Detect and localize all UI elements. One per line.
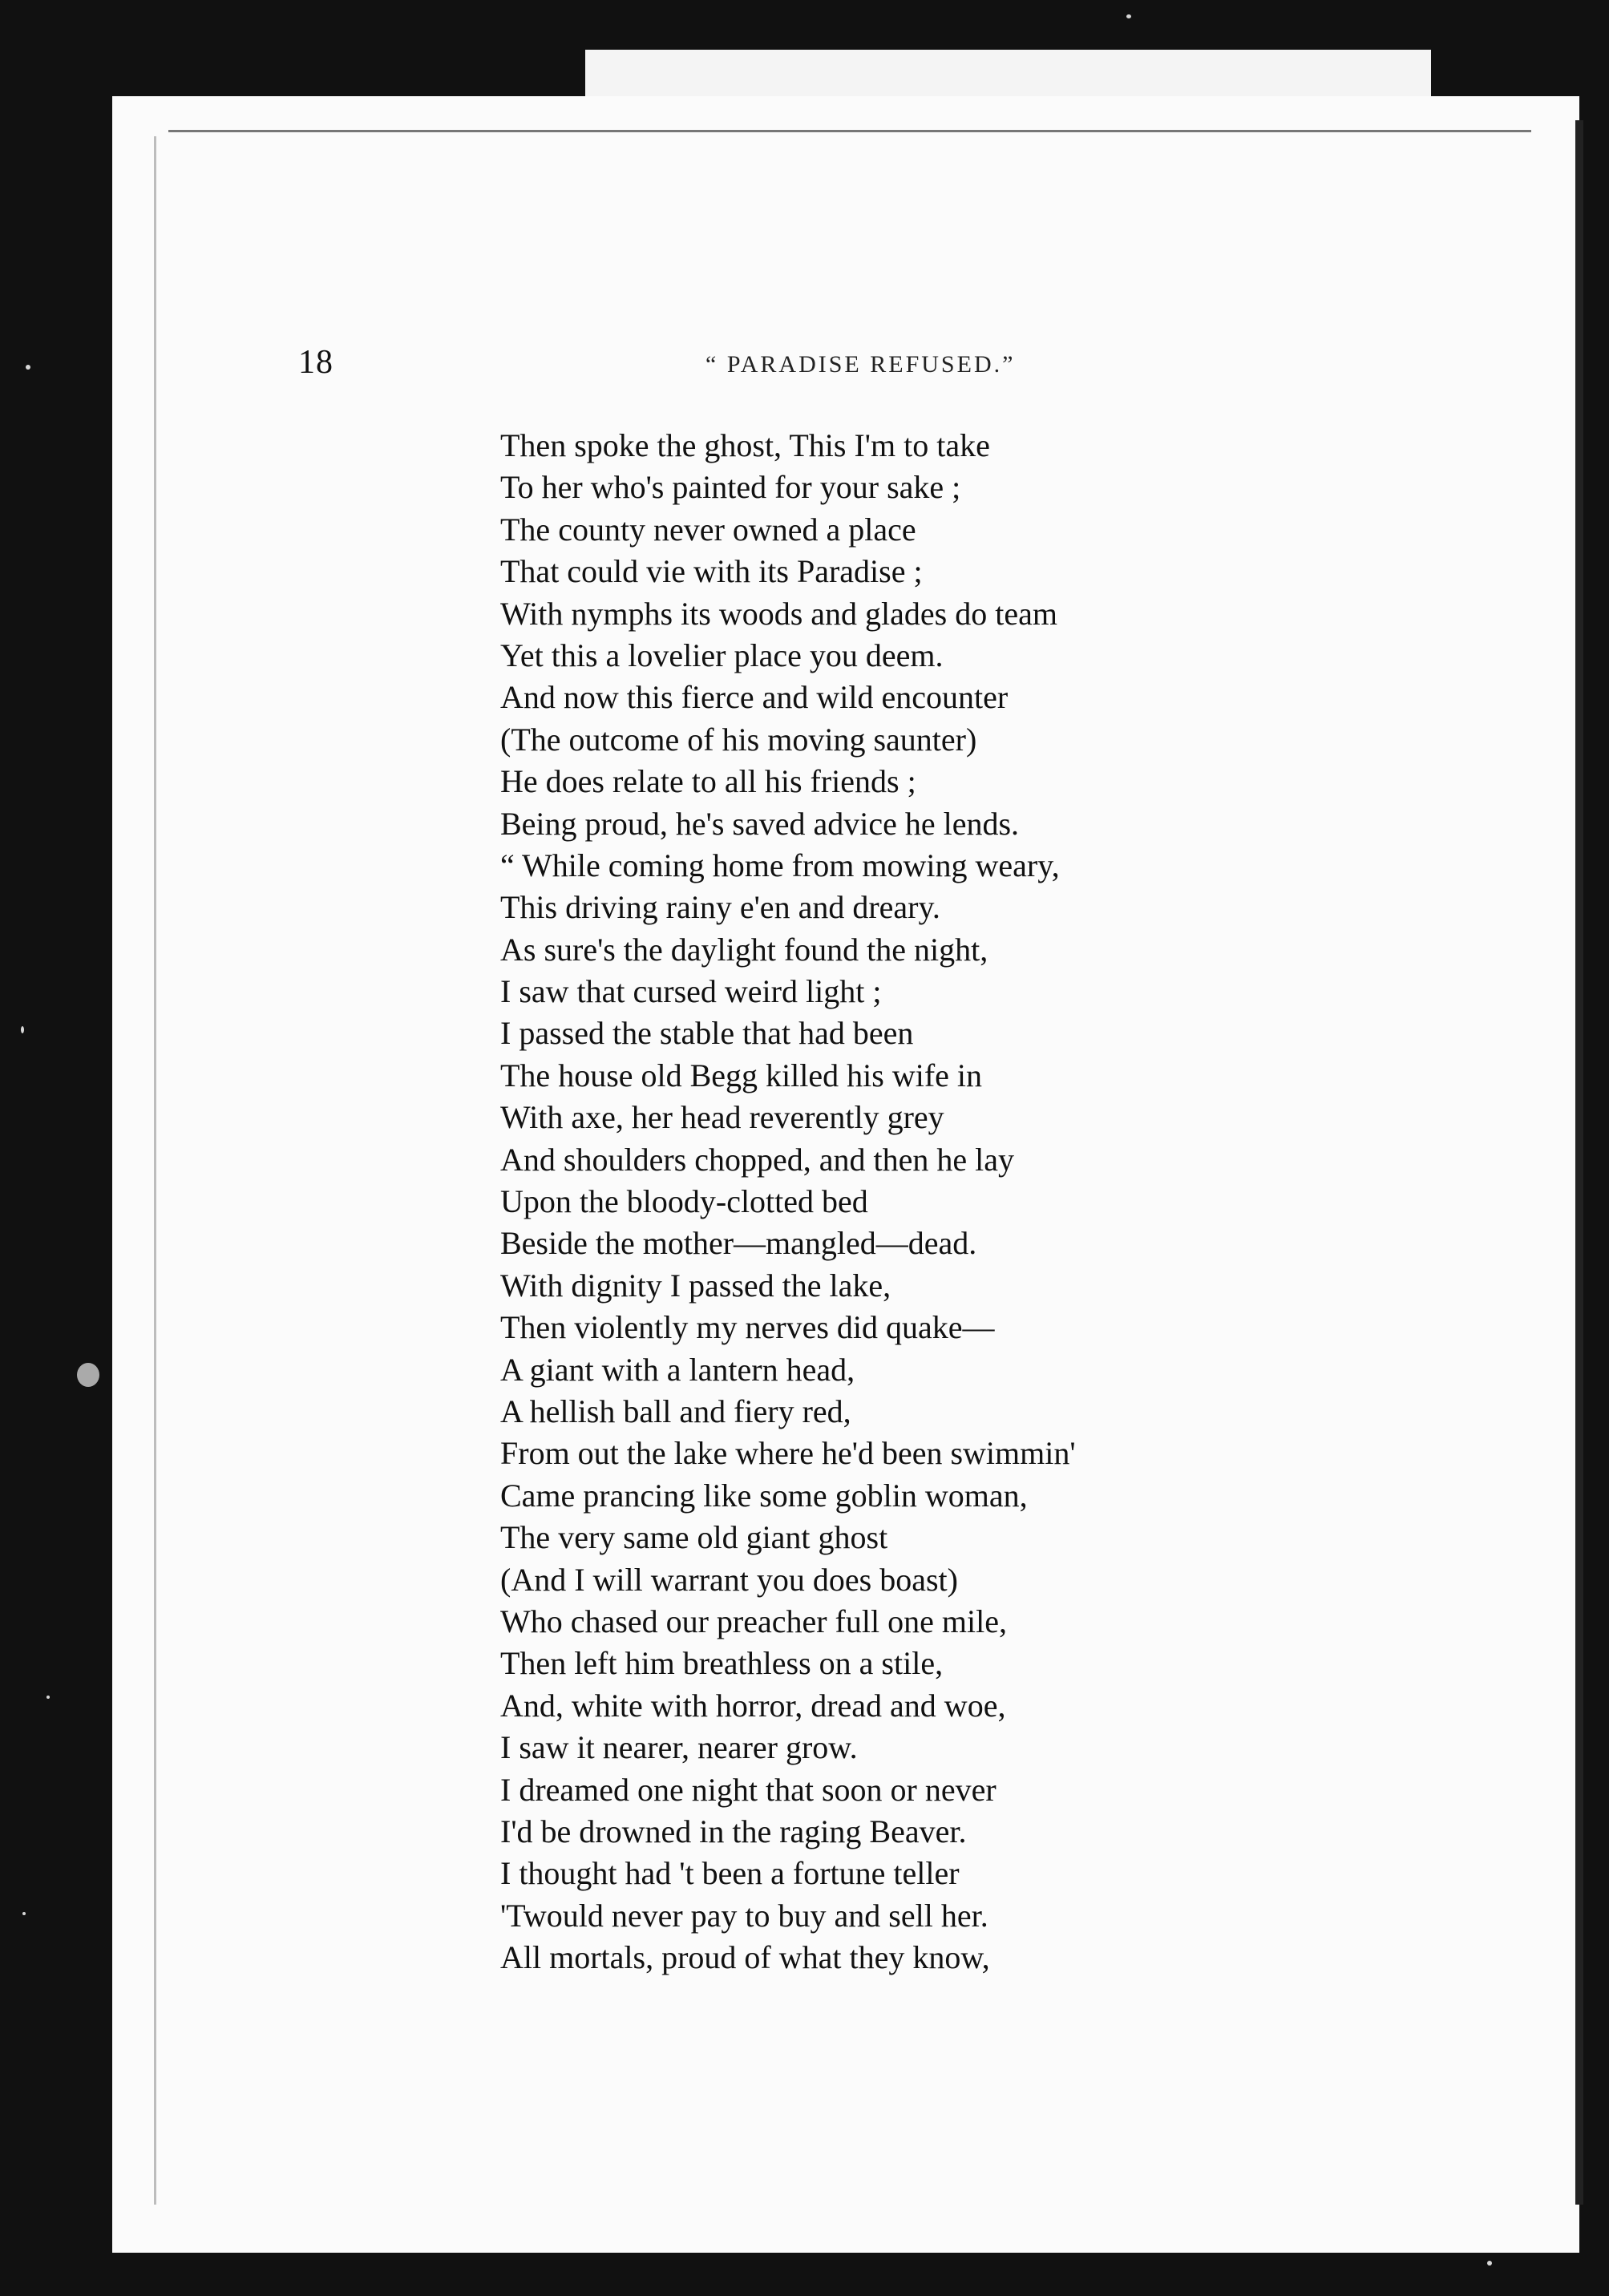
poem-line: Yet this a lovelier place you deem. <box>500 637 944 673</box>
poem-line: A hellish ball and fiery red, <box>500 1393 851 1429</box>
poem-line: That could vie with its Paradise ; <box>500 553 923 590</box>
scan-speck <box>22 1912 26 1915</box>
poem-line: I dreamed one night that soon or never <box>500 1771 997 1808</box>
poem-line: The county never owned a place <box>500 511 916 548</box>
poem-line: With dignity I passed the lake, <box>500 1267 891 1304</box>
poem-line: I'd be drowned in the raging Beaver. <box>500 1813 967 1849</box>
poem-line: (And I will warrant you does boast) <box>500 1561 958 1598</box>
poem-line: This driving rainy e'en and dreary. <box>500 889 940 926</box>
page-top-edge <box>168 130 1531 132</box>
poem-line: All mortals, proud of what they know, <box>500 1939 990 1976</box>
poem-body <box>500 425 1430 1979</box>
poem-line: Then spoke the ghost, This I'm to take <box>500 427 990 463</box>
poem-line: “ While coming home from mowing weary, <box>500 847 1060 883</box>
poem-line: As sure's the daylight found the night, <box>500 931 988 968</box>
poem-line: To her who's painted for your sake ; <box>500 469 961 506</box>
scan-speck <box>46 1696 50 1699</box>
scan-speck <box>26 365 30 370</box>
scan-speck <box>1487 2261 1492 2266</box>
poem-line: Who chased our preacher full one mile, <box>500 1603 1007 1639</box>
poem-line: Came prancing like some goblin woman, <box>500 1477 1028 1514</box>
page-number: 18 <box>298 344 334 381</box>
page-left-edge <box>154 136 156 2205</box>
poem-line: The very same old giant ghost <box>500 1519 888 1556</box>
scan-speck <box>77 1363 99 1387</box>
poem-line: A giant with a lantern head, <box>500 1351 855 1388</box>
poem-line: Being proud, he's saved advice he lends. <box>500 805 1020 842</box>
poem-line: Upon the bloody-clotted bed <box>500 1183 868 1220</box>
poem-line: With axe, her head reverently grey <box>500 1099 944 1136</box>
poem-line: I passed the stable that had been <box>500 1015 914 1052</box>
poem-line: From out the lake where he'd been swimmin' <box>500 1435 1076 1472</box>
poem-line: And now this fierce and wild encounter <box>500 679 1009 716</box>
poem-line: Then left him breathless on a stile, <box>500 1645 944 1682</box>
poem-line: The house old Begg killed his wife in <box>500 1057 983 1093</box>
scan-speck <box>1126 14 1131 18</box>
poem-line: I thought had 't been a fortune teller <box>500 1855 960 1892</box>
poem-line: I saw it nearer, nearer grow. <box>500 1729 858 1766</box>
poem-line: 'Twould never pay to buy and sell her. <box>500 1897 988 1934</box>
poem-line: And, white with horror, dread and woe, <box>500 1687 1006 1724</box>
poem-line: I saw that cursed weird light ; <box>500 973 882 1010</box>
poem-line: (The outcome of his moving saunter) <box>500 721 977 758</box>
poem-line: With nymphs its woods and glades do team <box>500 595 1057 632</box>
poem-line: Beside the mother—mangled—dead. <box>500 1225 977 1262</box>
page-gutter <box>1575 120 1583 2205</box>
running-head: “ PARADISE REFUSED.” <box>705 351 1016 378</box>
scan-speck <box>21 1026 24 1033</box>
poem-line: And shoulders chopped, and then he lay <box>500 1141 1014 1178</box>
poem-line: He does relate to all his friends ; <box>500 763 916 800</box>
poem-line: Then violently my nerves did quake— <box>500 1309 995 1346</box>
